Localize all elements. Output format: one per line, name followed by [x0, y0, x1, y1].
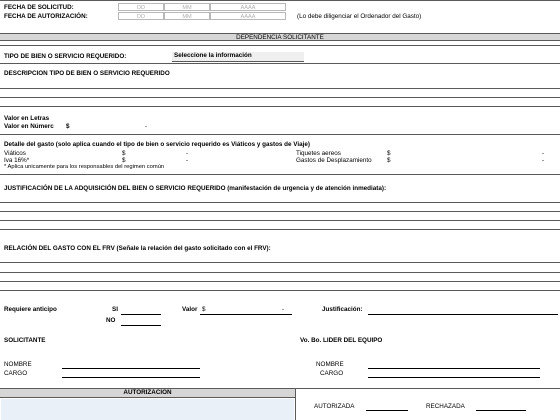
autorizacion-day-field[interactable]: DD [118, 12, 164, 20]
iva-value[interactable]: - [186, 157, 189, 164]
iva-label: Iva 16%* [4, 157, 30, 164]
anticipo-valor-label: Valor [182, 306, 198, 313]
iva-currency: $ [122, 157, 126, 164]
valor-numero-label: Valor en Númerc [4, 123, 54, 130]
solicitante-title: SOLICITANTE [4, 337, 46, 344]
solicitante-cargo-label: CARGO [4, 370, 28, 377]
anticipo-si-label: SI [112, 306, 118, 313]
anticipo-si-field[interactable] [121, 314, 161, 315]
viaticos-currency: $ [122, 150, 126, 157]
justificacion-line[interactable] [0, 229, 560, 230]
fecha-autorizacion-label: FECHA DE AUTORIZACIÓN: [4, 13, 88, 20]
valor-letras-label: Valor en Letras [4, 115, 50, 122]
anticipo-valor-field[interactable]: - [282, 306, 285, 313]
desplazamiento-value[interactable]: - [542, 157, 545, 164]
justificacion-title: JUSTIFICACIÓN DE LA ADQUISICIÓN DEL BIEN O SERVICIO REQUERIDO (manifestación de urgencia y de atención inmediata): [4, 185, 387, 192]
lider-nombre-label: NOMBRE [316, 361, 344, 368]
anticipo-justificacion-field[interactable] [368, 314, 558, 315]
lider-cargo-field[interactable] [368, 377, 540, 378]
viaticos-label: Viáticos [4, 150, 26, 157]
solicitante-nombre-label: NOMBRE [4, 361, 32, 368]
lider-title: Vo. Bo. LIDER DEL EQUIPO [300, 337, 383, 344]
anticipo-no-field[interactable] [121, 325, 161, 326]
descripcion-line[interactable] [0, 88, 560, 89]
justificacion-line[interactable] [0, 220, 560, 221]
autorizacion-month-field[interactable]: MM [164, 12, 210, 20]
relacion-title: RELACIÓN DEL GASTO CON EL FRV (Señale la relación del gasto solicitado con el FRV): [4, 245, 271, 252]
descripcion-label: DESCRIPCION TIPO DE BIEN O SERVICIO REQUERIDO [4, 70, 170, 77]
tipo-bien-label: TIPO DE BIEN O SERVICIO REQUERIDO: [4, 53, 127, 60]
divider [0, 45, 560, 46]
relacion-line[interactable] [0, 281, 560, 282]
justificacion-line[interactable] [0, 202, 560, 203]
valor-currency: $ [66, 123, 70, 130]
autorizacion-title: AUTORIZACION [123, 389, 172, 396]
anticipo-currency: $ [202, 306, 206, 313]
lider-nombre-field[interactable] [368, 368, 540, 369]
relacion-line[interactable] [0, 290, 560, 291]
autorizacion-year-field[interactable]: AAAA [210, 12, 286, 20]
divider [0, 174, 560, 175]
autorizada-field[interactable] [366, 410, 408, 411]
solicitud-year-field[interactable]: AAAA [210, 3, 286, 11]
relacion-line[interactable] [0, 272, 560, 273]
rechazada-label: RECHAZADA [426, 403, 465, 410]
relacion-line[interactable] [0, 262, 560, 263]
lider-cargo-label: CARGO [320, 370, 344, 377]
dependencia-header [0, 33, 560, 41]
top-border [0, 0, 560, 1]
desplazamiento-label: Gastos de Desplazamiento [296, 157, 372, 164]
anticipo-justificacion-label: Justificación: [322, 306, 363, 313]
viaticos-value[interactable]: - [186, 150, 189, 157]
descripcion-line[interactable] [0, 106, 560, 107]
divider [0, 63, 560, 64]
valor-numero-field[interactable]: - [145, 123, 148, 130]
fecha-solicitud-label: FECHA DE SOLICITUD: [4, 4, 74, 11]
detalle-title: Detalle del gasto (solo aplica cuando el tipo de bien o servicio requerido es Viáticos y gastos de Viaje) [4, 141, 310, 148]
tiquetes-currency: $ [387, 150, 391, 157]
autorizacion-header [0, 389, 295, 398]
solicitante-cargo-field[interactable] [62, 377, 200, 378]
justificacion-line[interactable] [0, 211, 560, 212]
tipo-bien-select[interactable] [172, 52, 304, 62]
solicitante-nombre-field[interactable] [62, 368, 200, 369]
divider [0, 134, 560, 135]
anticipo-valor-underline [200, 314, 292, 315]
tipo-bien-value: Seleccione la información [174, 52, 252, 59]
rechazada-field[interactable] [476, 410, 526, 411]
autorizada-label: AUTORIZADA [314, 403, 355, 410]
anticipo-label: Requiere anticipo [4, 306, 57, 313]
tiquetes-value[interactable]: - [542, 150, 545, 157]
autorizacion-notes-area[interactable] [1, 399, 294, 420]
anticipo-no-label: NO [106, 317, 116, 324]
dependencia-title: DEPENDENCIA SOLICITANTE [236, 34, 324, 41]
autorizacion-divider [295, 389, 296, 420]
tiquetes-label: Tiquetes aereos [296, 150, 341, 157]
solicitud-month-field[interactable]: MM [164, 3, 210, 11]
solicitud-day-field[interactable]: DD [118, 3, 164, 11]
desplazamiento-currency: $ [387, 157, 391, 164]
ordenador-note: (Lo debe diligenciar el Ordenador del Gasto) [297, 13, 422, 20]
descripcion-line[interactable] [0, 97, 560, 98]
detalle-footnote: * Aplica unicamente para los responsables del regimen común [4, 164, 165, 170]
